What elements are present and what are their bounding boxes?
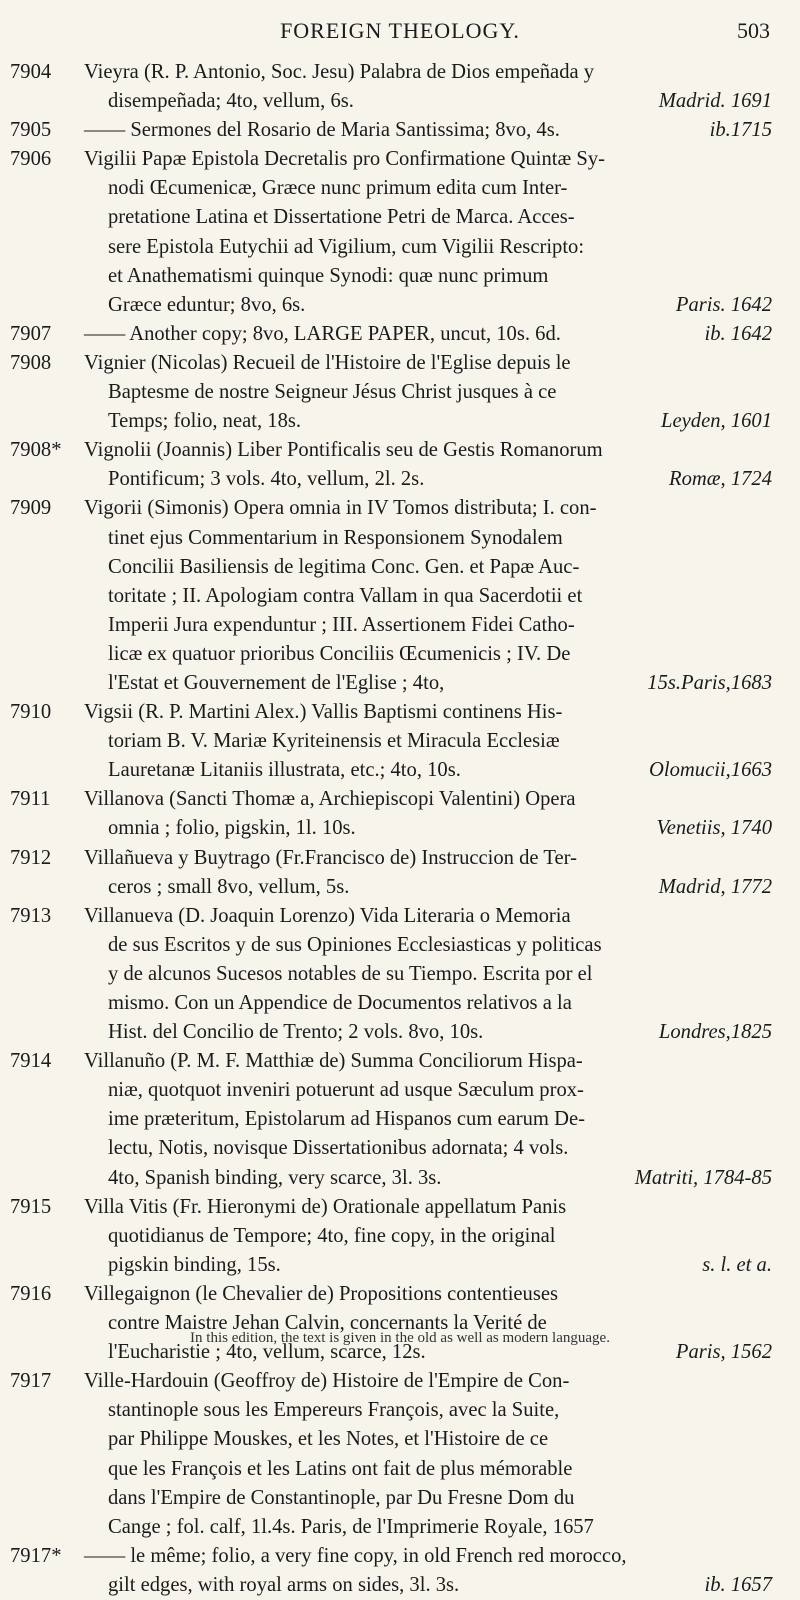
- imprint: Romæ, 1724: [669, 468, 772, 491]
- imprint: ib. 1642: [704, 322, 772, 345]
- entry-number: 7910: [10, 701, 52, 724]
- catalogue-entry: [0, 1047, 800, 1192]
- entry-text: omnia ; folio, pigskin, 1l. 10s.: [108, 817, 356, 840]
- entry-text: licæ ex quatuor prioribus Conciliis Œcumenicis ; IV. De: [108, 642, 571, 665]
- entry-line: [108, 262, 772, 291]
- entry-line: [108, 611, 772, 640]
- entry-line: [108, 378, 772, 407]
- imprint: Olomucii,1663: [649, 759, 772, 782]
- entry-line: [108, 203, 772, 232]
- entry-text: stantinople sous les Empereurs François, avec la Suite,: [108, 1399, 560, 1422]
- entry-text: Villegaignon (le Chevalier de) Propositions contentieuses: [84, 1282, 559, 1305]
- entry-text: toriam B. V. Mariæ Kyriteinensis et Miracula Ecclesiæ: [108, 730, 560, 753]
- entry-text: Hist. del Concilio de Trento; 2 vols. 8vo, 10s.: [108, 1021, 484, 1044]
- entry-number: 7909: [10, 497, 52, 520]
- entry-text: Concilii Basiliensis de legitima Conc. Gen. et Papæ Auc-: [108, 555, 580, 578]
- entry-line: [84, 1280, 772, 1309]
- entry-line: [84, 1193, 772, 1222]
- entry-text: Pontificum; 3 vols. 4to, vellum, 2l. 2s.: [108, 468, 425, 491]
- entry-line: [84, 785, 772, 814]
- entry-line: [108, 233, 772, 262]
- entry-line: [108, 1251, 772, 1280]
- entry-line: [108, 989, 772, 1018]
- entry-line: [108, 640, 772, 669]
- page-header: [0, 12, 800, 52]
- entry-number: 7917*: [10, 1544, 62, 1567]
- entry-line: [84, 436, 772, 465]
- entry-number: 7908: [10, 351, 52, 374]
- entry-number: 7911: [10, 788, 51, 811]
- catalogue-entry: [0, 785, 800, 843]
- entry-line: [108, 1076, 772, 1105]
- catalogue-entry: [0, 698, 800, 785]
- entry-text: lectu, Notis, novisque Dissertationibus adornata; 4 vols.: [108, 1137, 569, 1160]
- entry-line: [108, 1455, 772, 1484]
- entry-text: dans l'Empire de Constantinople, par Du Fresne Dom du: [108, 1486, 575, 1509]
- entry-text: toritate ; II. Apologiam contra Vallam in qua Sacerdotii et: [108, 584, 583, 607]
- entry-text: ime præteritum, Epistolarum ad Hispanos cum earum De-: [108, 1108, 585, 1131]
- entry-line: [84, 145, 772, 174]
- entry-line: [108, 1484, 772, 1513]
- entry-number: 7914: [10, 1050, 52, 1073]
- page-number: 503: [737, 18, 770, 43]
- entry-line: [84, 320, 772, 349]
- entry-text: Imperii Jura expenduntur ; III. Assertionem Fidei Catho-: [108, 613, 575, 636]
- entry-text: l'Eucharistie ; 4to, vellum, scarce, 12s.: [108, 1341, 426, 1364]
- entry-number: 7915: [10, 1195, 52, 1218]
- entry-text: gilt edges, with royal arms on sides, 3l. 3s.: [108, 1573, 460, 1596]
- entry-text: Vigilii Papæ Epistola Decretalis pro Confirmatione Quintæ Sy-: [84, 148, 605, 171]
- imprint: Paris. 1642: [675, 293, 772, 316]
- entry-number: 7908*: [10, 439, 62, 462]
- entry-text: contre Maistre Jehan Calvin, concernants la Verité de: [108, 1312, 547, 1335]
- imprint: Paris, 1562: [675, 1341, 772, 1364]
- imprint: Londres,1825: [658, 1021, 772, 1044]
- entry-line: [108, 931, 772, 960]
- entry-line: [108, 669, 772, 698]
- entry-line: [84, 698, 772, 727]
- entry-line: [108, 1105, 772, 1134]
- entry-text: Villañueva y Buytrago (Fr.Francisco de) Instruccion de Ter-: [84, 846, 577, 869]
- entry-text: —— Another copy; 8vo, LARGE PAPER, uncut, 10s. 6d.: [84, 322, 561, 345]
- entry-text: —— le même; folio, a very fine copy, in old French red morocco,: [84, 1544, 627, 1567]
- catalogue-entry: [0, 349, 800, 436]
- catalogue-entry: [0, 902, 800, 1047]
- catalogue-entry: [0, 145, 800, 320]
- footnote: In this edition, the text is given in the old as well as modern language.: [190, 1330, 610, 1346]
- entry-line: [84, 349, 772, 378]
- entry-text: Græce eduntur; 8vo, 6s.: [108, 293, 306, 316]
- imprint: ib. 1657: [704, 1573, 772, 1596]
- entry-list: [0, 58, 800, 1600]
- entry-line: [108, 553, 772, 582]
- catalogue-entry: [0, 320, 800, 349]
- imprint: 15s.Paris,1683: [647, 671, 772, 694]
- entry-line: [108, 814, 772, 843]
- entry-line: [108, 1425, 772, 1454]
- entry-number: 7904: [10, 61, 52, 83]
- imprint: Leyden, 1601: [661, 410, 772, 433]
- entry-line: [84, 1047, 772, 1076]
- entry-text: nodi Œcumenicæ, Græce nunc primum edita cum Inter-: [108, 177, 568, 200]
- entry-text: Villanuño (P. M. F. Matthiæ de) Summa Conciliorum Hispa-: [84, 1050, 583, 1073]
- entry-text: Lauretanæ Litaniis illustrata, etc.; 4to, 10s.: [108, 759, 461, 782]
- imprint: Madrid, 1772: [658, 875, 772, 898]
- entry-text: ceros ; small 8vo, vellum, 5s.: [108, 875, 350, 898]
- entry-text: Villa Vitis (Fr. Hieronymi de) Orationale appellatum Panis: [84, 1195, 567, 1218]
- entry-text: Temps; folio, neat, 18s.: [108, 410, 302, 433]
- entry-text: —— Sermones del Rosario de Maria Santissima; 8vo, 4s.: [84, 119, 560, 142]
- entry-text: Baptesme de nostre Seigneur Jésus Christ jusques à ce: [108, 381, 557, 404]
- entry-line: [108, 1018, 772, 1047]
- entry-line: [108, 756, 772, 785]
- entry-line: [84, 1542, 772, 1571]
- entry-text: mismo. Con un Appendice de Documentos relativos a la: [108, 992, 572, 1014]
- entry-number: 7905: [10, 119, 52, 142]
- entry-number: 7912: [10, 846, 52, 869]
- entry-text: par Philippe Mouskes, et les Notes, et l'Histoire de ce: [108, 1428, 549, 1451]
- entry-line: [108, 1513, 772, 1542]
- entry-line: [108, 582, 772, 611]
- entry-text: quotidianus de Tempore; 4to, fine copy, in the original: [108, 1224, 556, 1247]
- entry-line: [108, 174, 772, 203]
- entry-line: [108, 727, 772, 756]
- entry-line: [108, 1134, 772, 1163]
- entry-text: pigskin binding, 15s.: [108, 1253, 281, 1276]
- catalogue-entry: [0, 1367, 800, 1542]
- entry-line: [108, 465, 772, 494]
- entry-line: [84, 494, 772, 523]
- entry-line: [108, 1164, 772, 1193]
- entry-line: [84, 116, 772, 145]
- entry-line: [84, 1367, 772, 1396]
- entry-text: de sus Escritos y de sus Opiniones Ecclesiasticas y politicas: [108, 933, 602, 956]
- entry-text: Cange ; fol. calf, 1l.4s. Paris, de l'Imprimerie Royale, 1657: [108, 1515, 594, 1538]
- entry-line: [108, 291, 772, 320]
- entry-text: Villanova (Sancti Thomæ a, Archiepiscopi Valentini) Opera: [84, 788, 576, 811]
- entry-text: y de alcunos Sucesos notables de su Tiempo. Escrita por el: [108, 962, 593, 985]
- entry-line: [108, 1396, 772, 1425]
- entry-text: Ville-Hardouin (Geoffroy de) Histoire de l'Empire de Con-: [84, 1370, 570, 1393]
- entry-line: [84, 902, 772, 931]
- catalogue-entry: [0, 1542, 800, 1600]
- entry-line: [84, 844, 772, 873]
- entry-line: [108, 1571, 772, 1600]
- imprint: ib.1715: [709, 119, 772, 142]
- entry-line: [108, 873, 772, 902]
- imprint: s. l. et a.: [702, 1253, 772, 1276]
- entry-line: [108, 87, 772, 116]
- imprint: Venetiis, 1740: [656, 817, 772, 840]
- entry-line: [108, 1222, 772, 1251]
- catalogue-entry: [0, 116, 800, 145]
- entry-text: et Anathematismi quinque Synodi: quæ nunc primum: [108, 264, 549, 287]
- entry-number: 7916: [10, 1282, 52, 1305]
- entry-text: que les François et les Latins ont fait de plus mémorable: [108, 1457, 573, 1480]
- imprint: Matriti, 1784-85: [634, 1166, 772, 1189]
- entry-text: Vigorii (Simonis) Opera omnia in IV Tomos distributa; I. con-: [84, 497, 597, 520]
- catalogue-entry: [0, 1193, 800, 1280]
- imprint: Madrid. 1691: [658, 90, 772, 113]
- entry-text: Vignolii (Joannis) Liber Pontificalis seu de Gestis Romanorum: [84, 439, 603, 462]
- running-head: FOREIGN THEOLOGY.: [280, 18, 520, 43]
- entry-text: Vieyra (R. P. Antonio, Soc. Jesu) Palabra de Dios empeñada y: [84, 61, 595, 83]
- entry-number: 7913: [10, 904, 52, 927]
- entry-number: 7917: [10, 1370, 52, 1393]
- entry-number: 7906: [10, 148, 52, 171]
- entry-line: [84, 58, 772, 87]
- catalogue-entry: [0, 436, 800, 494]
- entry-text: 4to, Spanish binding, very scarce, 3l. 3s.: [108, 1166, 442, 1189]
- entry-text: Vigsii (R. P. Martini Alex.) Vallis Baptismi continens His-: [84, 701, 563, 724]
- entry-text: tinet ejus Commentarium in Responsionem Synodalem: [108, 526, 563, 549]
- entry-text: pretatione Latina et Dissertatione Petri de Marca. Acces-: [108, 206, 575, 229]
- catalogue-entry: [0, 58, 800, 116]
- entry-text: l'Estat et Gouvernement de l'Eglise ; 4to,: [108, 671, 445, 694]
- entry-text: Vignier (Nicolas) Recueil de l'Histoire de l'Eglise depuis le: [84, 351, 571, 374]
- entry-text: niæ, quotquot inveniri potuerunt ad usque Sæculum prox-: [108, 1079, 584, 1102]
- catalogue-entry: [0, 844, 800, 902]
- entry-text: sere Epistola Eutychii ad Vigilium, cum Vigilii Rescripto:: [108, 235, 585, 258]
- catalogue-entry: [0, 1280, 800, 1367]
- entry-text: Villanueva (D. Joaquin Lorenzo) Vida Literaria o Memoria: [84, 904, 571, 927]
- catalogue-entry: [0, 494, 800, 698]
- entry-line: [108, 407, 772, 436]
- entry-line: [108, 960, 772, 989]
- entry-text: disempeñada; 4to, vellum, 6s.: [108, 90, 354, 113]
- entry-line: [108, 524, 772, 553]
- entry-number: 7907: [10, 322, 52, 345]
